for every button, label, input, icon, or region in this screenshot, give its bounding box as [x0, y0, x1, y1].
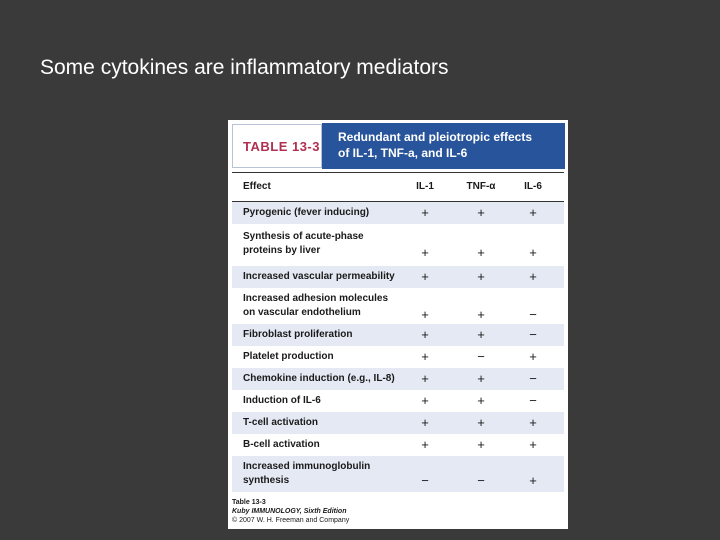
table-row: [232, 456, 564, 492]
table-header: [228, 120, 568, 170]
mark-tnf: +: [477, 245, 485, 260]
table-caption: [338, 129, 563, 161]
mark-il1: +: [421, 437, 429, 452]
table-row: [232, 226, 564, 264]
footer-copyright: © 2007 W. H. Freeman and Company: [232, 517, 350, 524]
row-effect-label: [243, 372, 395, 386]
mark-il1: +: [421, 349, 429, 364]
mark-il6: +: [529, 473, 537, 488]
row-effect-line1: Synthesis of acute-phase: [243, 231, 364, 242]
mark-il6: −: [529, 393, 537, 408]
row-effect-label: [243, 206, 369, 220]
mark-tnf: +: [477, 205, 485, 220]
table-row: [232, 390, 564, 412]
mark-tnf: −: [477, 349, 485, 364]
mark-il6: −: [529, 327, 537, 342]
table-caption-line2: of IL-1, TNF-a, and IL-6: [338, 146, 468, 160]
row-effect-label: [243, 416, 318, 430]
column-header-effect: Effect: [243, 181, 271, 192]
column-header-il6: IL-6: [524, 181, 542, 192]
row-effect-line1: Fibroblast proliferation: [243, 329, 353, 340]
mark-il1: +: [421, 327, 429, 342]
row-effect-line1: Induction of IL-6: [243, 395, 321, 406]
table-caption-line1: Redundant and pleiotropic effects: [338, 130, 533, 144]
table-row: [232, 434, 564, 456]
row-effect-label: [243, 460, 370, 488]
mark-il6: +: [529, 245, 537, 260]
mark-il1: +: [421, 307, 429, 322]
mark-tnf: +: [477, 437, 485, 452]
mark-il1: −: [421, 473, 429, 488]
row-effect-label: [243, 438, 320, 452]
footer-book-title: Kuby IMMUNOLOGY, Sixth Edition: [232, 508, 347, 515]
mark-tnf: +: [477, 415, 485, 430]
table-row: [232, 266, 564, 288]
column-header-il1: IL-1: [416, 181, 434, 192]
mark-il6: +: [529, 269, 537, 284]
row-effect-line1: Platelet production: [243, 351, 334, 362]
mark-tnf: +: [477, 393, 485, 408]
table-footer: [232, 498, 349, 525]
row-effect-line1: B-cell activation: [243, 439, 320, 450]
slide-title: Some cytokines are inflammatory mediators: [40, 56, 449, 79]
table-row: [232, 324, 564, 346]
mark-tnf: −: [477, 473, 485, 488]
mark-il6: −: [529, 307, 537, 322]
row-effect-label: [243, 230, 364, 258]
row-effect-line1: T-cell activation: [243, 417, 319, 428]
table-column-headers: [232, 172, 564, 202]
row-effect-line1: Increased immunoglobulin: [243, 461, 371, 472]
footer-table-number: Table 13-3: [232, 499, 266, 506]
column-header-tnf: TNF-α: [466, 181, 496, 192]
mark-il6: +: [529, 437, 537, 452]
row-effect-line2: synthesis: [243, 475, 290, 486]
row-effect-label: [243, 270, 395, 284]
mark-il6: +: [529, 205, 537, 220]
row-effect-label: [243, 350, 334, 364]
cytokine-effects-table: [228, 120, 568, 529]
mark-il1: +: [421, 393, 429, 408]
mark-il1: +: [421, 371, 429, 386]
table-caption-box: [322, 123, 565, 169]
table-row: [232, 288, 564, 326]
row-effect-line1: Chemokine induction (e.g., IL-8): [243, 373, 395, 384]
table-label: TABLE 13-3: [243, 139, 320, 154]
row-effect-line2: proteins by liver: [243, 245, 321, 256]
mark-il6: +: [529, 349, 537, 364]
row-effect-line1: Increased adhesion molecules: [243, 293, 389, 304]
mark-il1: +: [421, 245, 429, 260]
row-effect-label: [243, 394, 321, 408]
row-effect-line1: Pyrogenic (fever inducing): [243, 207, 370, 218]
table-row: [232, 346, 564, 368]
mark-il1: +: [421, 205, 429, 220]
row-effect-line1: Increased vascular permeability: [243, 271, 395, 282]
mark-il6: +: [529, 415, 537, 430]
mark-tnf: +: [477, 307, 485, 322]
mark-il1: +: [421, 415, 429, 430]
table-row: [232, 202, 564, 224]
mark-tnf: +: [477, 327, 485, 342]
row-effect-label: [243, 328, 352, 342]
row-effect-label: [243, 292, 388, 320]
mark-il1: +: [421, 269, 429, 284]
table-label-box: [232, 124, 322, 168]
mark-tnf: +: [477, 371, 485, 386]
table-row: [232, 412, 564, 434]
row-effect-line2: on vascular endothelium: [243, 307, 361, 318]
table-row: [232, 368, 564, 390]
mark-il6: −: [529, 371, 537, 386]
mark-tnf: +: [477, 269, 485, 284]
